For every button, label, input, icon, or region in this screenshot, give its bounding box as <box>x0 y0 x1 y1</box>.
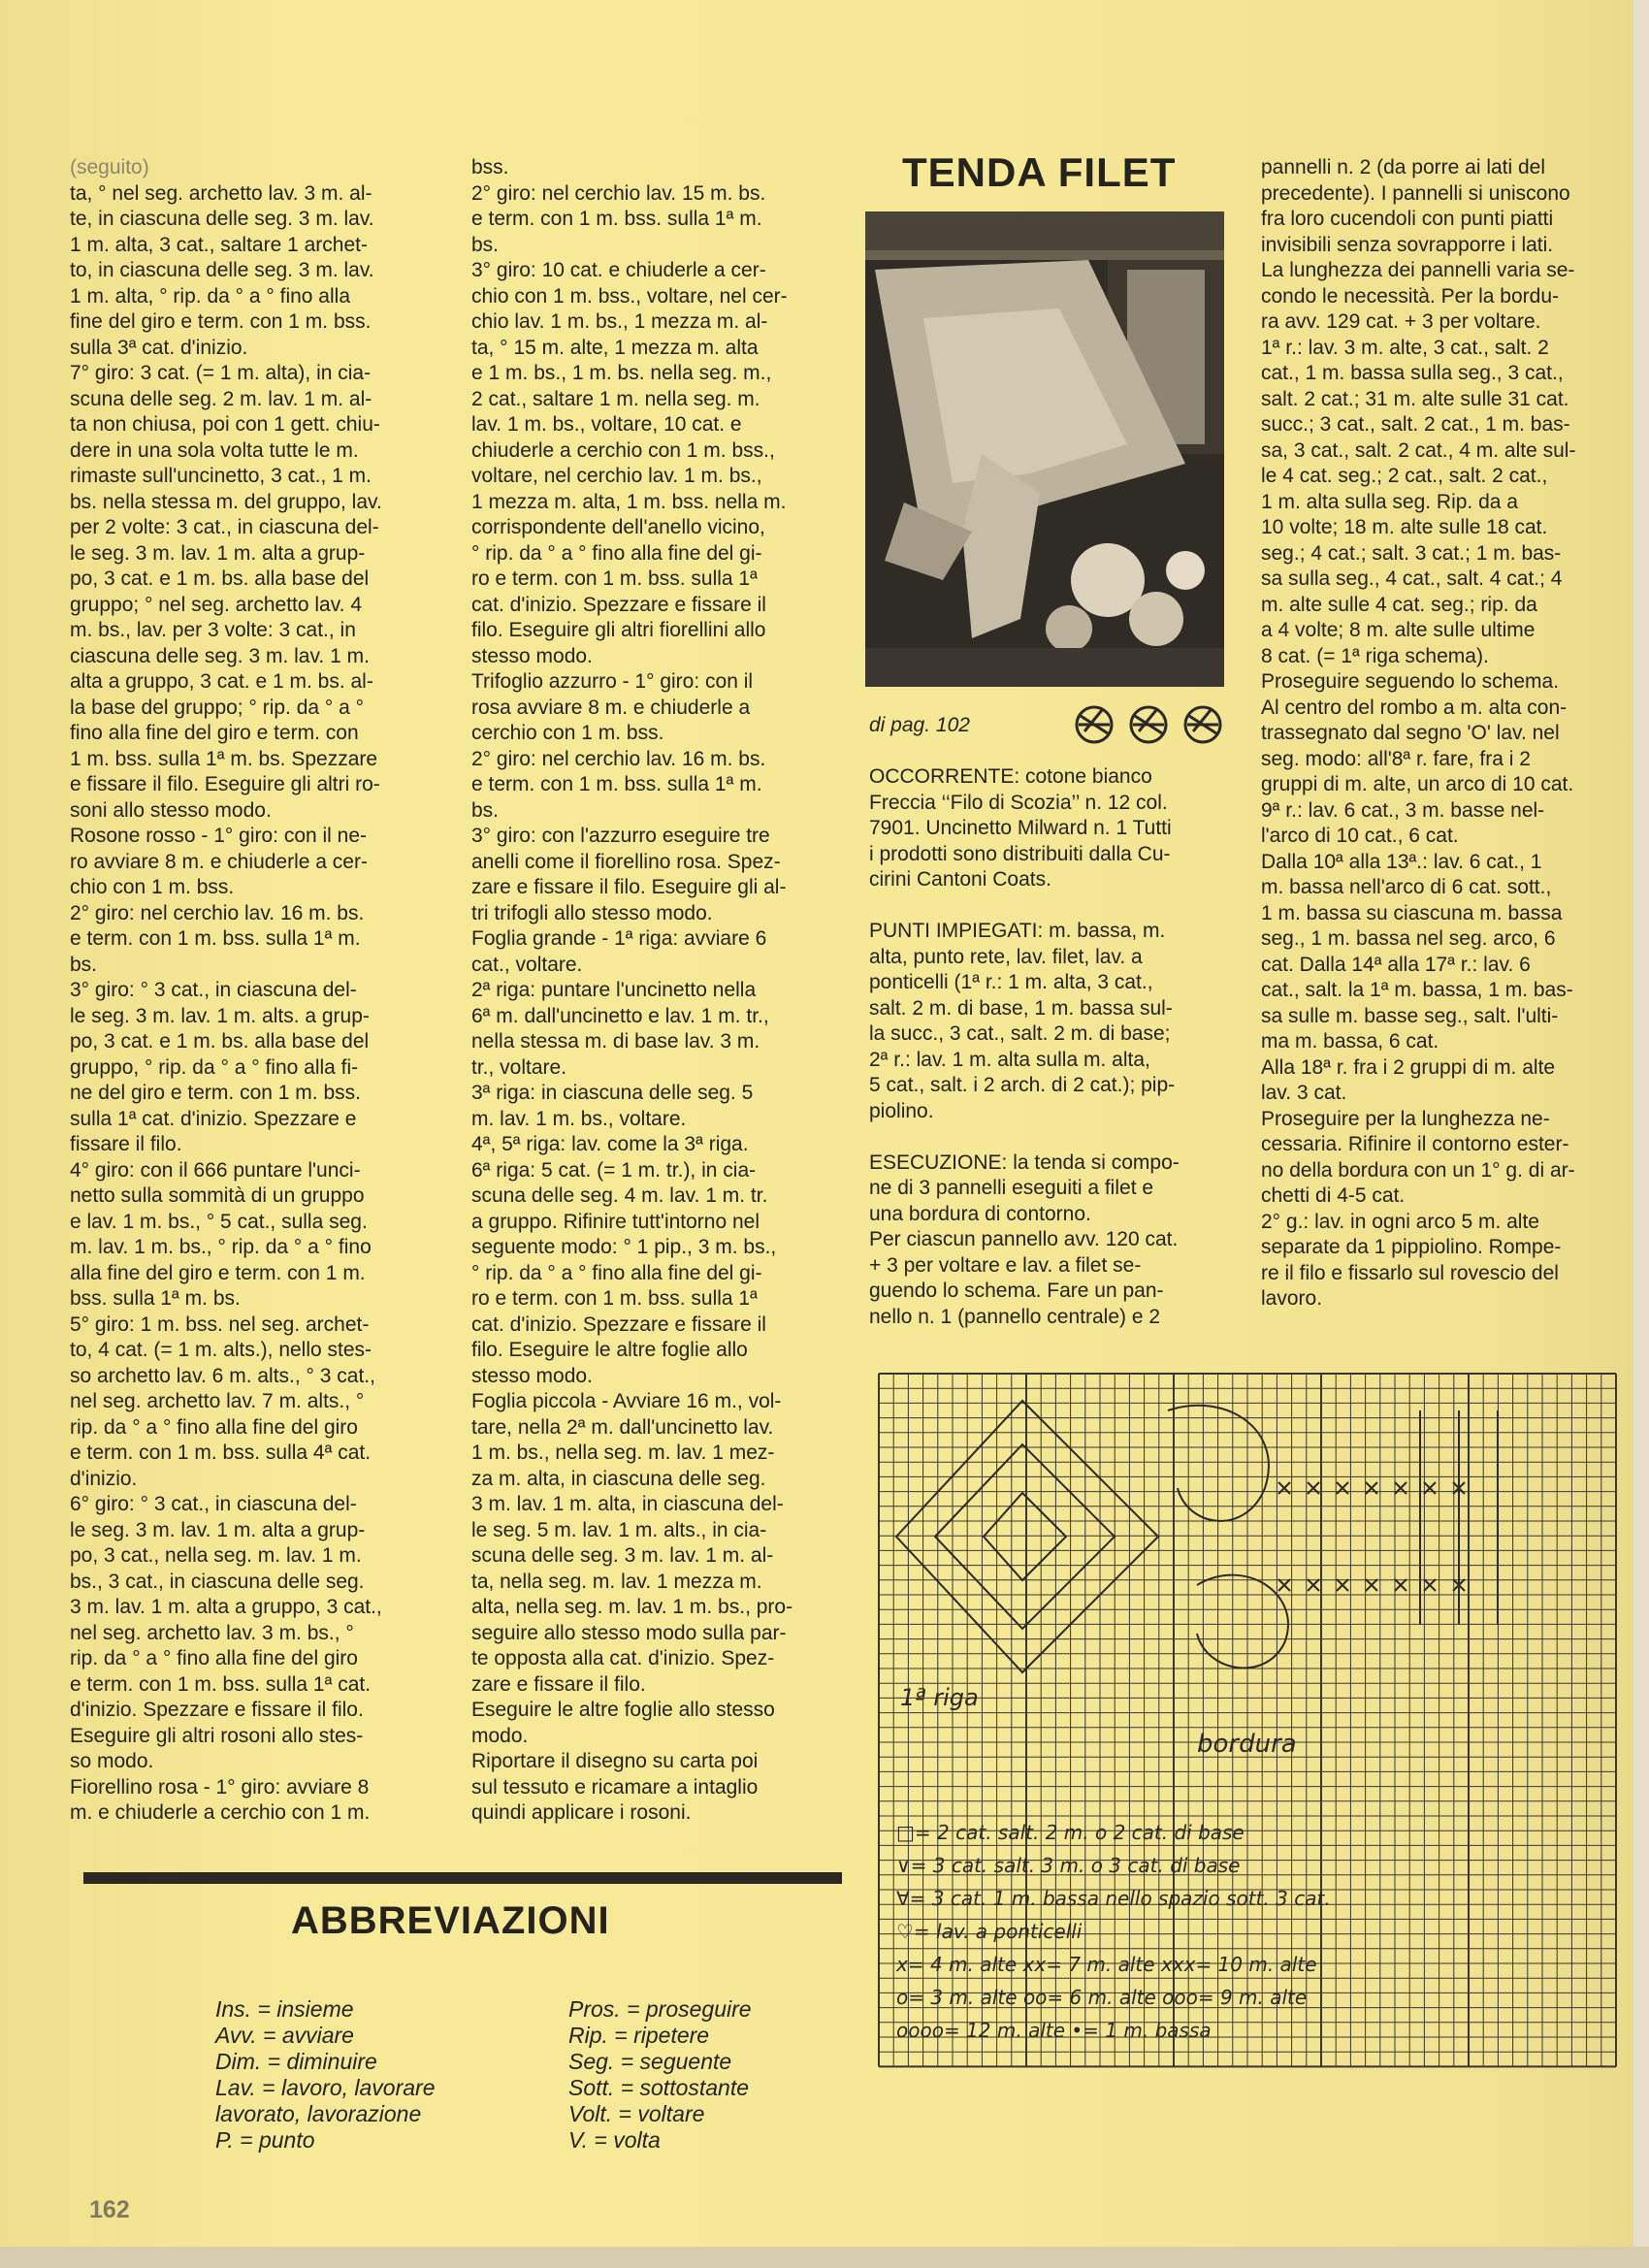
col1-line: ta non chiusa, poi con 1 gett. chiu- <box>70 413 380 436</box>
col2-line: 1 mezza m. alta, 1 m. bss. nella m. <box>471 490 787 513</box>
col2-line: filo. Eseguire gli altri fiorellini allo <box>471 619 766 641</box>
col4-line: condo le necessità. Per la bordu- <box>1261 284 1560 308</box>
curtain-photo <box>865 211 1224 687</box>
col1-line: 5° giro: 1 m. bss. nel seg. archet- <box>70 1312 370 1336</box>
col4-line: m. bassa nell'arco di 6 cat. sott., <box>1261 876 1552 898</box>
col1-line: po, 3 cat., nella seg. m. lav. 1 m. <box>70 1544 362 1567</box>
col1-line: po, 3 cat. e 1 m. bs. alla base del <box>70 1030 370 1053</box>
col2-line: 3° giro: con l'azzurro eseguire tre <box>471 825 770 847</box>
col1-line: m. lav. 1 m. bs., ° rip. da ° a ° fino <box>70 1236 372 1258</box>
tenda-intro <box>869 764 1238 1330</box>
intro-line: nello n. 1 (pannello centrale) e 2 <box>869 1305 1161 1328</box>
chart-legend <box>895 1821 1331 2042</box>
col2-line: te opposta alla cat. d'inizio. Spez- <box>471 1647 775 1669</box>
col1-line: ro avviare 8 m. e chiuderle a cer- <box>70 850 368 873</box>
col1-line: nel seg. archetto lav. 7 m. alts., ° <box>70 1390 365 1412</box>
col4-line: precedente). I pannelli si uniscono <box>1261 181 1570 205</box>
col4-line: sa sulla seg., 4 cat., salt. 4 cat.; 4 <box>1261 567 1563 590</box>
col1-line: 7° giro: 3 cat. (= 1 m. alta), in cia- <box>70 362 372 384</box>
col1-line: so modo. <box>70 1750 154 1772</box>
col1-line: bs., 3 cat., in ciascuna delle seg. <box>70 1570 365 1593</box>
col2-line: rosa avviare 8 m. e chiuderle a <box>471 696 751 719</box>
col4-line: cessaria. Rifinire il contorno ester- <box>1261 1133 1569 1155</box>
col1-line: Rosone rosso - 1° giro: con il ne- <box>70 825 368 847</box>
col2-line: m. lav. 1 m. bs., voltare. <box>471 1107 687 1130</box>
col4-line: sa, 3 cat., salt. 2 cat., 4 m. alte sul- <box>1261 438 1576 462</box>
col1-line: le seg. 3 m. lav. 1 m. alts. a grup- <box>70 1004 370 1027</box>
col1-line: bss. sulla 1ª m. bs. <box>70 1287 241 1310</box>
motif-cross <box>1337 1482 1348 1494</box>
col4-line: 1ª r.: lav. 3 m. alte, 3 cat., salt. 2 <box>1261 336 1549 359</box>
abbreviation-item: lavorato, lavorazione <box>215 2101 422 2126</box>
col2-line: Trifoglio azzurro - 1° giro: con il <box>471 670 754 693</box>
legend-item: ∨= 3 cat. salt. 3 m. o 3 cat. di base <box>896 1854 1241 1877</box>
col4-line: l'arco di 10 cat., 6 cat. <box>1261 825 1459 847</box>
col4-line: 2° g.: lav. in ogni arco 5 m. alte <box>1261 1210 1539 1233</box>
col2-line: e term. con 1 m. bss. sulla 1ª m. <box>471 773 762 795</box>
col2-line: 2° giro: nel cerchio lav. 16 m. bs. <box>471 747 766 770</box>
col2-line: modo. <box>471 1724 529 1747</box>
motif-border-bars <box>1420 1410 1498 1624</box>
col2-line: alta, nella seg. m. lav. 1 m. bs., pro- <box>471 1596 793 1618</box>
abbreviation-item: V. = volta <box>568 2127 661 2153</box>
col4-line: seg. modo: all'8ª r. fare, fra i 2 <box>1261 747 1531 770</box>
col4-line: Alla 18ª r. fra i 2 gruppi di m. alte <box>1261 1055 1556 1079</box>
col2-line: sul tessuto e ricamare a intaglio <box>471 1775 759 1798</box>
abbreviation-item: Sott. = sottostante <box>568 2075 750 2100</box>
col1-line: fino alla fine del giro e term. con <box>70 722 359 744</box>
intro-line: PUNTI IMPIEGATI: m. bassa, m. <box>869 920 1166 942</box>
col1-line: (seguito) <box>70 156 149 178</box>
col2-line: cat., voltare. <box>471 953 583 976</box>
legend-item: x= 4 m. alte xx= 7 m. alte xxx= 10 m. alte <box>896 1953 1317 1976</box>
col2-line: corrispondente dell'anello vicino, <box>471 516 765 538</box>
col1-line: rimaste sull'uncinetto, 3 cat., 1 m. <box>70 465 372 487</box>
col2-line: bs. <box>471 798 500 822</box>
col4-line: Dalla 10ª alla 13ª.: lav. 6 cat., 1 <box>1261 850 1542 873</box>
col4-line: lav. 3 cat. <box>1261 1082 1347 1104</box>
intro-line: Per ciascun pannello avv. 120 cat. <box>869 1228 1179 1250</box>
col1-line: la base del gruppo; ° rip. da ° a ° <box>70 696 365 719</box>
intro-line: 5 cat., salt. i 2 arch. di 2 cat.); pip- <box>869 1074 1176 1096</box>
col2-line: filo. Eseguire le altre foglie allo <box>471 1339 748 1361</box>
col1-line: 6° giro: ° 3 cat., in ciascuna del- <box>70 1493 357 1515</box>
col2-line: ta, ° 15 m. alte, 1 mezza m. alta <box>471 336 759 359</box>
col4-line: separate da 1 pippiolino. Rompe- <box>1261 1236 1562 1258</box>
col1-line: ciascuna delle seg. 3 m. lav. 1 m. <box>70 644 370 667</box>
col1-line: Fiorellino rosa - 1° giro: avviare 8 <box>70 1775 370 1798</box>
col4-line: Al centro del rombo a m. alta con- <box>1261 696 1568 719</box>
intro-line: ne di 3 pannelli eseguiti a filet e <box>869 1177 1154 1199</box>
col2-line: 6ª m. dall'uncinetto e lav. 1 m. tr., <box>471 1004 769 1027</box>
col4-line: 8 cat. (= 1ª riga schema). <box>1261 644 1489 667</box>
legend-item: □= 2 cat. salt. 2 m. o 2 cat. di base <box>896 1821 1245 1844</box>
col1-line: sulla 1ª cat. d'inizio. Spezzare e <box>70 1107 357 1130</box>
col1-line: gruppo; ° nel seg. archetto lav. 4 <box>70 593 363 616</box>
col4-line: seg.; 4 cat.; salt. 3 cat.; 1 m. bas- <box>1261 541 1562 565</box>
intro-line <box>869 1124 1238 1150</box>
col4-line: 9ª r.: lav. 6 cat., 3 m. basse nel- <box>1261 798 1545 822</box>
col1-line: 1 m. alta, 3 cat., saltare 1 archet- <box>70 233 368 256</box>
col2-line: seguente modo: ° 1 pip., 3 m. bs., <box>471 1236 777 1258</box>
motif-cross <box>1278 1482 1290 1494</box>
col2-line: ro e term. con 1 m. bss. sulla 1ª <box>471 567 758 590</box>
motif-cross <box>1424 1579 1436 1591</box>
tenda-filet-title: TENDA FILET <box>902 149 1177 195</box>
intro-line: una bordura di contorno. <box>869 1202 1091 1225</box>
riga-label: 1ª riga <box>900 1684 979 1711</box>
col1-line: e term. con 1 m. bss. sulla 4ª cat. <box>70 1442 372 1464</box>
col4-line: salt. 2 cat.; 31 m. alte sulle 31 cat. <box>1261 387 1569 410</box>
intro-line: la succ., 3 cat., salt. 2 m. di base; <box>869 1022 1171 1045</box>
col4-line: re il filo e fissarlo sul rovescio del <box>1261 1261 1559 1284</box>
col4-line: Proseguire per la lunghezza ne- <box>1261 1107 1550 1130</box>
col2-line: le seg. 5 m. lav. 1 m. alts., in cia- <box>471 1518 767 1541</box>
col1-line: 3° giro: ° 3 cat., in ciascuna del- <box>70 979 357 1001</box>
col2-line: za m. alta, in ciascuna delle seg. <box>471 1467 766 1490</box>
col2-line: zare e fissare il filo. Eseguire gli al- <box>471 876 787 898</box>
column-4-instructions <box>1261 155 1630 1312</box>
col2-line: a gruppo. Rifinire tutt'intorno nel <box>471 1210 760 1233</box>
col1-line: d'inizio. Spezzare e fissare il filo. <box>70 1699 364 1721</box>
col2-line: e term. con 1 m. bss. sulla 1ª m. <box>471 208 762 230</box>
col1-line: alla fine del giro e term. con 1 m. <box>70 1261 366 1284</box>
intro-line: cirini Cantoni Coats. <box>869 868 1051 891</box>
abbreviation-item: Lav. = lavoro, lavorare <box>215 2075 436 2100</box>
col2-line: Riportare il disegno su carta poi <box>471 1750 759 1772</box>
col4-line: m. alte sulle 4 cat. seg.; rip. da <box>1261 593 1537 616</box>
intro-line: Freccia ‘‘Filo di Scozia’’ n. 12 col. <box>869 791 1168 814</box>
column-2-instructions <box>471 155 848 1827</box>
motif-cross <box>1366 1482 1377 1494</box>
col2-line: 3° giro: 10 cat. e chiuderle a cer- <box>471 259 766 281</box>
col1-line: le seg. 3 m. lav. 1 m. alta a grup- <box>70 1518 366 1541</box>
col4-line: invisibili senza sovrapporre i lati. <box>1261 233 1554 256</box>
chart-motif <box>896 1401 1498 1672</box>
motif-cross <box>1424 1482 1436 1494</box>
intro-line: ponticelli (1ª r.: 1 m. alta, 3 cat., <box>869 971 1153 993</box>
col2-line: 1 m. bs., nella seg. m. lav. 1 mez- <box>471 1442 775 1464</box>
col1-line: d'inizio. <box>70 1467 138 1490</box>
abbreviations-divider <box>83 1872 842 1884</box>
col2-line: 6ª riga: 5 cat. (= 1 m. tr.), in cia- <box>471 1158 757 1182</box>
col2-line: bss. <box>471 156 509 178</box>
col1-line: rip. da ° a ° fino alla fine del giro <box>70 1647 358 1669</box>
col1-line: per 2 volte: 3 cat., in ciascuna del- <box>70 516 379 538</box>
intro-line: piolino. <box>869 1099 934 1122</box>
motif-diamond-inner <box>935 1444 1115 1629</box>
col4-line: 10 volte; 18 m. alte sulle 18 cat. <box>1261 516 1548 538</box>
col1-line: alta a gruppo, 3 cat. e 1 m. bs. al- <box>70 670 373 693</box>
abbreviation-item: Avv. = avviare <box>215 2023 354 2048</box>
col2-line: 3ª riga: in ciascuna delle seg. 5 <box>471 1082 754 1104</box>
col1-line: 4° giro: con il 666 puntare l'unci- <box>70 1158 361 1182</box>
motif-cross <box>1366 1579 1377 1591</box>
legend-item: ∀= 3 cat. 1 m. bassa nello spazio sott. 3 cat. <box>896 1887 1331 1910</box>
intro-line: 7901. Uncinetto Milward n. 1 Tutti <box>869 817 1172 839</box>
col4-line: 1 m. alta sulla seg. Rip. da a <box>1261 490 1518 513</box>
col1-line: netto sulla sommità di un gruppo <box>70 1184 365 1207</box>
col1-line: 3 m. lav. 1 m. alta a gruppo, 3 cat., <box>70 1596 382 1618</box>
bordura-label: bordura <box>1197 1730 1297 1759</box>
col4-line: succ.; 3 cat., salt. 2 cat., 1 m. bas- <box>1261 413 1570 436</box>
intro-line: i prodotti sono distribuiti dalla Cu- <box>869 842 1171 865</box>
col4-line: chetti di 4-5 cat. <box>1261 1184 1406 1207</box>
col2-line: quindi applicare i rosoni. <box>471 1801 692 1824</box>
col1-line: e term. con 1 m. bss. sulla 1ª cat. <box>70 1672 372 1696</box>
intro-line: + 3 per voltare e lav. a filet se- <box>869 1253 1142 1277</box>
legend-item: o= 3 m. alte oo= 6 m. alte ooo= 9 m. alte <box>896 1986 1308 2009</box>
col2-line: anelli come il fiorellino rosa. Spez- <box>471 850 781 873</box>
col1-line: 2° giro: nel cerchio lav. 16 m. bs. <box>70 901 365 924</box>
col2-line: Eseguire le altre foglie allo stesso <box>471 1699 775 1721</box>
col4-line: ra avv. 129 cat. + 3 per voltare. <box>1261 310 1541 333</box>
col2-line: scuna delle seg. 3 m. lav. 1 m. al- <box>471 1544 774 1567</box>
abbreviation-item: Dim. = diminuire <box>215 2049 377 2074</box>
abbreviation-item: Volt. = voltare <box>568 2101 705 2126</box>
col1-line: e fissare il filo. Eseguire gli altri ro- <box>70 773 380 795</box>
col2-line: cerchio con 1 m. bss. <box>471 722 664 744</box>
motif-cross <box>1308 1579 1319 1591</box>
col1-line: e term. con 1 m. bss. sulla 1ª m. <box>70 927 361 950</box>
col1-line: to, in ciascuna delle seg. 3 m. lav. <box>70 259 374 281</box>
col1-line: dere in una sola volta tutte le m. <box>70 438 359 462</box>
col2-line: seguire allo stesso modo sulla par- <box>471 1621 787 1644</box>
col2-line: e 1 m. bs., 1 m. bs. nella seg. m., <box>471 362 772 384</box>
motif-cross <box>1395 1482 1406 1494</box>
page-number: 162 <box>89 2196 130 2223</box>
col1-line: ne del giro e term. con 1 m. bss. <box>70 1082 361 1104</box>
col2-line: 2ª riga: puntare l'uncinetto nella <box>471 979 757 1001</box>
abbreviation-item: Seg. = seguente <box>568 2049 732 2074</box>
col2-line: ° rip. da ° a ° fino alla fine del gi- <box>471 541 762 565</box>
col4-line: pannelli n. 2 (da porre ai lati del <box>1261 156 1546 178</box>
motif-cross <box>1308 1482 1319 1494</box>
col2-line: ° rip. da ° a ° fino alla fine del gi- <box>471 1261 762 1284</box>
page-edge-right <box>1633 0 1649 2268</box>
col4-line: a 4 volte; 8 m. alte sulle ultime <box>1261 619 1536 641</box>
col2-line: chiuderle a cerchio con 1 m. bss., <box>471 438 775 462</box>
col1-line: m. e chiuderle a cerchio con 1 m. <box>70 1801 371 1824</box>
col1-line: gruppo, ° rip. da ° a ° fino alla fi- <box>70 1055 359 1079</box>
col2-line: 2° giro: nel cerchio lav. 15 m. bs. <box>471 181 766 205</box>
col2-line: Foglia piccola - Avviare 16 m., vol- <box>471 1390 782 1412</box>
motif-cross <box>1395 1579 1406 1591</box>
col1-line: po, 3 cat. e 1 m. bs. alla base del <box>70 567 370 590</box>
col2-line: tare, nella 2ª m. dall'uncinetto lav. <box>471 1415 774 1439</box>
col4-line: seg., 1 m. bassa nel seg. arco, 6 <box>1261 927 1556 950</box>
col2-line: voltare, nel cerchio lav. 1 m. bs., <box>471 465 762 487</box>
motif-cross <box>1337 1579 1348 1591</box>
column-1-instructions <box>70 155 448 1827</box>
col4-line: trassegnato dal segno 'O' lav. nel <box>1261 722 1560 744</box>
col2-line: chio lav. 1 m. bs., 1 mezza m. al- <box>471 310 768 333</box>
col4-line: ma m. bassa, 6 cat. <box>1261 1030 1439 1053</box>
col4-line: gruppi di m. alte, un arco di 10 cat. <box>1261 773 1574 795</box>
col4-line: cat., 1 m. bassa sulla seg., 3 cat., <box>1261 362 1564 384</box>
col2-line: lav. 1 m. bs., voltare, 10 cat. e <box>471 413 742 436</box>
intro-line: 2ª r.: lav. 1 m. alta sulla m. alta, <box>869 1048 1150 1071</box>
col2-line: chio con 1 m. bss., voltare, nel cer- <box>471 284 788 308</box>
col2-line: tr., voltare. <box>471 1055 567 1079</box>
col2-line: stesso modo. <box>471 644 593 667</box>
col4-line: no della bordura con un 1° g. di ar- <box>1261 1158 1575 1182</box>
intro-line: alta, punto rete, lav. filet, lav. a <box>869 945 1143 968</box>
col1-line: scuna delle seg. 2 m. lav. 1 m. al- <box>70 387 372 410</box>
col4-line: lavoro. <box>1261 1287 1323 1310</box>
legend-item: oooo= 12 m. alte •= 1 m. bassa <box>896 2019 1212 2042</box>
col2-line: stesso modo. <box>471 1364 593 1387</box>
col1-line: to, 4 cat. (= 1 m. alts.), nello stes- <box>70 1339 372 1361</box>
col4-line: cat., salt. la 1ª m. bassa, 1 m. bas- <box>1261 979 1573 1001</box>
col2-line: 3 m. lav. 1 m. alta, in ciascuna del- <box>471 1493 784 1515</box>
col2-line: cat. d'inizio. Spezzare e fissare il <box>471 593 766 616</box>
motif-cross <box>1278 1579 1290 1591</box>
intro-line: OCCORRENTE: cotone bianco <box>869 765 1152 788</box>
intro-line: salt. 2 m. di base, 1 m. bassa sul- <box>869 996 1173 1020</box>
page-edge-bottom <box>0 2247 1649 2268</box>
col4-line: Proseguire seguendo lo schema. <box>1261 670 1560 693</box>
difficulty-yarn-icons <box>1073 702 1228 747</box>
col2-line: ta, nella seg. m. lav. 1 mezza m. <box>471 1570 762 1593</box>
col4-line: La lunghezza dei pannelli varia se- <box>1261 259 1575 281</box>
col2-line: bs. <box>471 233 500 256</box>
col2-line: nella stessa m. di base lav. 3 m. <box>471 1030 760 1053</box>
abbreviation-item: Pros. = proseguire <box>568 1996 752 2022</box>
col1-line: soni allo stesso modo. <box>70 798 272 822</box>
col2-line: 4ª, 5ª riga: lav. come la 3ª riga. <box>471 1133 749 1155</box>
col1-line: chio con 1 m. bss. <box>70 876 235 898</box>
filet-chart <box>877 1372 1620 2074</box>
col1-line: 1 m. alta, ° rip. da ° a ° fino alla <box>70 284 350 308</box>
col1-line: bs. <box>70 953 98 976</box>
photo-caption: di pag. 102 <box>869 714 970 736</box>
col1-line: sulla 3ª cat. d'inizio. <box>70 336 248 359</box>
col2-line: zare e fissare il filo. <box>471 1672 646 1696</box>
col2-line: ro e term. con 1 m. bss. sulla 1ª <box>471 1287 758 1310</box>
col4-line: cat. Dalla 14ª alla 17ª r.: lav. 6 <box>1261 953 1531 976</box>
col1-line: Eseguire gli altri rosoni allo stes- <box>70 1724 364 1747</box>
col1-line: 1 m. bss. sulla 1ª m. bs. Spezzare <box>70 747 378 770</box>
col1-line: ta, ° nel seg. archetto lav. 3 m. al- <box>70 181 372 205</box>
abbreviations-right <box>568 1996 752 2154</box>
intro-line: ESECUZIONE: la tenda si compo- <box>869 1150 1180 1174</box>
col1-line: le seg. 3 m. lav. 1 m. alta a grup- <box>70 541 366 565</box>
abbreviation-item: Ins. = insieme <box>215 1996 354 2022</box>
col2-line: Foglia grande - 1ª riga: avviare 6 <box>471 927 767 950</box>
col4-line: fra loro cucendoli con punti piatti <box>1261 208 1554 230</box>
legend-item: ♡= lav. a ponticelli <box>896 1920 1083 1943</box>
col4-line: sa sulle m. basse seg., salt. l'ulti- <box>1261 1004 1559 1027</box>
col1-line: nel seg. archetto lav. 3 m. bs., ° <box>70 1621 354 1644</box>
col1-line: bs. nella stessa m. del gruppo, lav. <box>70 490 382 513</box>
abbreviations-left <box>215 1996 436 2154</box>
col1-line: m. bs., lav. per 3 volte: 3 cat., in <box>70 619 356 641</box>
abbreviation-item: P. = punto <box>215 2127 315 2153</box>
col1-line: e lav. 1 m. bs., ° 5 cat., sulla seg. <box>70 1210 368 1233</box>
col1-line: te, in ciascuna delle seg. 3 m. lav. <box>70 208 374 230</box>
abbreviations-title: ABBREVIAZIONI <box>291 1899 610 1942</box>
abbreviation-item: Rip. = ripetere <box>568 2023 710 2048</box>
col4-line: 1 m. bassa su ciascuna m. bassa <box>1261 901 1563 924</box>
col1-line: so archetto lav. 6 m. alts., ° 3 cat., <box>70 1364 375 1387</box>
col1-line: fissare il filo. <box>70 1133 182 1155</box>
col2-line: 2 cat., saltare 1 m. nella seg. m. <box>471 387 760 410</box>
col1-line: rip. da ° a ° fino alla fine del giro <box>70 1415 358 1439</box>
col1-line: fine del giro e term. con 1 m. bss. <box>70 310 372 333</box>
col2-line: tri trifogli allo stesso modo. <box>471 901 713 924</box>
col2-line: cat. d'inizio. Spezzare e fissare il <box>471 1312 766 1336</box>
col4-line: le 4 cat. seg.; 2 cat., salt. 2 cat., <box>1261 465 1548 487</box>
col2-line: scuna delle seg. 4 m. lav. 1 m. tr. <box>471 1184 768 1207</box>
intro-line <box>869 893 1238 920</box>
intro-line: guendo lo schema. Fare un pan- <box>869 1280 1164 1302</box>
